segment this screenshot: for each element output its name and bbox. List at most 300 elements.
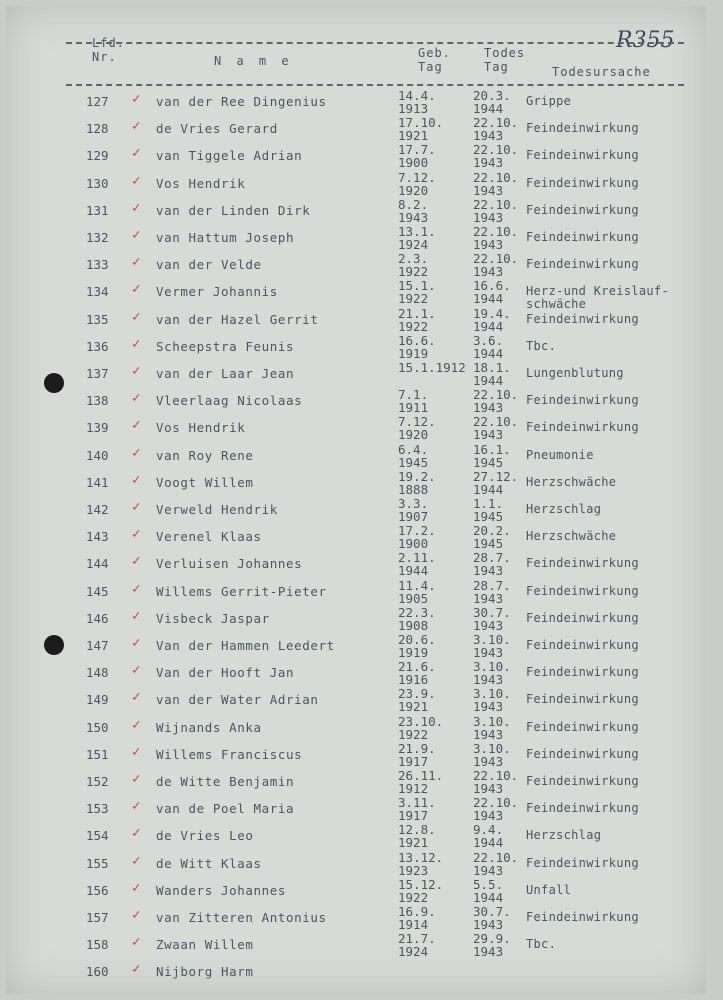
death-year: 1943	[473, 645, 504, 660]
birth-year-wrap	[398, 701, 428, 713]
cause-of-death: Feindeinwirkung	[526, 583, 639, 598]
table-row	[6, 931, 706, 964]
death-date: 22.10.	[473, 414, 519, 430]
birth-date: 14.4.	[398, 88, 436, 103]
row-number: 150	[86, 719, 109, 735]
birth-year: 1923	[398, 862, 429, 878]
death-date: 28.7.	[473, 550, 511, 566]
row-number: 138	[86, 393, 109, 409]
row-number: 151	[86, 746, 109, 762]
birth-year-wrap	[398, 753, 429, 769]
check-mark-icon: ✓	[132, 363, 141, 379]
death-date: 22.10.	[473, 387, 519, 403]
cause-of-death: Feindeinwirkung	[526, 746, 639, 761]
table-row	[6, 686, 706, 719]
row-number: 146	[86, 610, 109, 626]
birth-date: 7.1.	[398, 387, 429, 403]
cause-of-death: Feindeinwirkung	[526, 556, 639, 571]
person-name: Vleerlaag Nicolaas	[156, 393, 303, 409]
check-mark-icon: ✓	[132, 907, 141, 923]
row-number: 140	[86, 447, 109, 463]
cause-of-death: Feindeinwirkung	[526, 121, 639, 136]
person-name: Willems Franciscus	[156, 746, 303, 762]
row-number: 134	[86, 284, 109, 300]
death-date: 1.1.	[473, 496, 504, 511]
death-date: 3.6.	[473, 332, 504, 348]
death-date: 22.10.	[473, 224, 519, 239]
table-row	[6, 822, 706, 855]
death-year: 1943	[473, 726, 504, 742]
birth-year: 1917	[398, 753, 429, 769]
birth-year-wrap	[398, 402, 428, 414]
cause-of-death: Lungenblutung	[526, 366, 624, 380]
birth-date: 3.3.	[398, 496, 429, 511]
death-year: 1943	[473, 237, 504, 252]
cause-of-death: Feindeinwirkung	[526, 610, 639, 625]
check-mark-icon: ✓	[132, 417, 141, 434]
table-row	[6, 251, 706, 284]
person-name: de Vries Leo	[156, 828, 254, 844]
check-mark-icon: ✓	[132, 716, 141, 733]
row-number: 153	[86, 801, 109, 817]
row-number: 155	[86, 855, 109, 871]
cause-of-death: Feindeinwirkung	[526, 910, 639, 924]
cause-of-death-cont: schwäche	[526, 297, 587, 312]
death-date: 16.6.	[473, 278, 511, 294]
person-name: de Vries Gerard	[156, 121, 278, 137]
death-year-wrap	[473, 429, 503, 441]
death-year: 1943	[473, 264, 504, 280]
birth-date: 2.11.	[398, 550, 436, 566]
check-mark-icon: ✓	[132, 308, 141, 325]
row-number: 141	[86, 474, 109, 490]
document-page	[6, 6, 706, 994]
table-row	[6, 740, 706, 774]
table-row	[6, 523, 706, 556]
birth-year: 1922	[398, 291, 429, 307]
check-mark-icon: ✓	[132, 879, 141, 896]
header-birth-line2: Tag	[418, 60, 443, 74]
cause-of-death: Pneumonie	[526, 447, 594, 462]
death-year-wrap	[473, 919, 503, 931]
check-mark-icon: ✓	[132, 227, 141, 243]
birth-date: 6.4.	[398, 441, 429, 457]
check-mark-icon: ✓	[132, 743, 141, 760]
person-name: van Hattum Joseph	[156, 230, 295, 245]
death-date: 22.10.	[473, 768, 519, 783]
death-date: 18.1.	[473, 360, 511, 375]
person-name: van der Laar Jean	[156, 366, 295, 381]
birth-date: 17.2.	[398, 523, 436, 539]
table-row	[6, 713, 706, 747]
death-year: 1943	[473, 563, 504, 579]
cause-of-death: Feindeinwirkung	[526, 692, 639, 707]
death-year-wrap	[473, 103, 503, 115]
death-year: 1943	[473, 781, 504, 796]
person-name: van Tiggele Adrian	[156, 148, 303, 164]
death-date: 3.10.	[473, 632, 511, 647]
death-year: 1943	[473, 617, 504, 633]
check-mark-icon: ✓	[132, 91, 141, 107]
death-year: 1943	[473, 808, 504, 824]
header-birth	[418, 46, 451, 74]
person-name: Scheepstra Feunis	[156, 338, 295, 354]
table-row	[6, 115, 706, 148]
check-mark-icon: ✓	[132, 471, 141, 488]
check-mark-icon: ✓	[132, 934, 141, 951]
cause-of-death: Feindeinwirkung	[526, 801, 639, 816]
death-date: 30.7.	[473, 604, 511, 620]
birth-year: 1911	[398, 400, 429, 416]
death-date: 3.10.	[473, 740, 511, 756]
death-year: 1943	[473, 753, 504, 769]
cause-of-death: Herzschlag	[526, 828, 602, 843]
person-name: Vermer Johannis	[156, 284, 278, 300]
table-row	[6, 360, 706, 393]
table-row	[6, 795, 706, 828]
birth-year: 1922	[398, 889, 429, 905]
header-death	[484, 46, 525, 74]
birth-year: 1922	[398, 318, 429, 334]
birth-date: 11.4.	[398, 577, 436, 593]
check-mark-icon: ✓	[132, 444, 141, 461]
death-year-wrap	[473, 209, 504, 225]
check-mark-icon: ✓	[132, 580, 141, 597]
birth-date: 7.12.	[398, 169, 436, 185]
person-name: Visbeck Jaspar	[156, 610, 270, 626]
birth-date: 16.6.	[398, 332, 436, 348]
check-mark-icon: ✓	[132, 771, 141, 787]
check-mark-icon: ✓	[132, 145, 141, 162]
check-mark-icon: ✓	[132, 607, 141, 624]
death-year-wrap	[473, 511, 503, 523]
death-year-wrap	[473, 837, 503, 849]
cause-of-death: Herz-und Kreislauf-	[526, 284, 669, 299]
birth-date: 3.11.	[398, 795, 436, 811]
birth-year-wrap	[398, 889, 429, 905]
death-year: 1943	[473, 427, 504, 443]
death-date: 22.10.	[473, 251, 519, 267]
birth-year-wrap	[398, 103, 428, 115]
check-mark-icon: ✓	[132, 254, 141, 271]
header-nr	[92, 36, 125, 64]
death-date: 3.10.	[473, 686, 511, 702]
birth-year-wrap	[398, 647, 428, 659]
death-year-wrap	[473, 538, 503, 550]
table-row	[6, 768, 706, 801]
row-number: 135	[86, 311, 109, 327]
birth-year-wrap	[398, 293, 428, 305]
death-year-wrap	[473, 862, 504, 878]
table-row	[6, 577, 706, 611]
cause-of-death: Feindeinwirkung	[526, 202, 639, 217]
cause-of-death: Feindeinwirkung	[526, 257, 639, 272]
birth-year: 1920	[398, 427, 429, 443]
person-name: Nijborg Harm	[156, 964, 254, 980]
death-year: 1943	[473, 209, 504, 225]
death-year-wrap	[473, 318, 504, 334]
death-year-wrap	[473, 701, 503, 713]
death-date: 3.10.	[473, 713, 511, 729]
cause-of-death: Feindeinwirkung	[526, 774, 639, 788]
table-row	[6, 196, 706, 230]
birth-year-wrap	[398, 318, 429, 334]
birth-year: 1919	[398, 645, 429, 660]
row-number: 144	[86, 556, 109, 572]
birth-year-wrap	[398, 617, 429, 633]
birth-year: 1945	[398, 454, 429, 470]
row-number: 142	[86, 502, 109, 517]
table-row	[6, 604, 706, 638]
row-number: 147	[86, 638, 109, 653]
death-year-wrap	[473, 345, 504, 361]
death-year-wrap	[473, 481, 504, 497]
cause-of-death: Herzschwäche	[526, 529, 617, 544]
cause-of-death: Feindeinwirkung	[526, 665, 639, 680]
row-number: 136	[86, 338, 109, 354]
birth-date: 13.12.	[398, 849, 444, 865]
death-year-wrap	[473, 266, 503, 278]
table-row	[6, 659, 706, 692]
death-date: 9.4.	[473, 822, 504, 838]
birth-date: 20.6.	[398, 632, 436, 647]
row-number: 131	[86, 202, 109, 218]
header-death-line2: Tag	[484, 60, 509, 74]
birth-year: 1914	[398, 917, 429, 932]
check-mark-icon: ✓	[132, 281, 141, 298]
birth-date: 16.9.	[398, 904, 436, 919]
table-row	[6, 387, 706, 420]
person-name: Verenel Klaas	[156, 529, 262, 545]
table-row	[6, 468, 706, 502]
death-year: 1943	[473, 862, 504, 878]
person-name: de Witt Klaas	[156, 855, 262, 871]
header-death-line1: Todes	[484, 46, 526, 60]
death-year: 1943	[473, 128, 504, 144]
death-date: 27.12.	[473, 468, 519, 484]
birth-year: 1922	[398, 264, 429, 280]
birth-year-wrap	[398, 946, 428, 958]
death-date: 16.1.	[473, 441, 511, 457]
birth-year: 1944	[398, 563, 429, 579]
row-number: 127	[86, 94, 109, 109]
birth-year-wrap	[398, 345, 429, 361]
death-year: 1944	[473, 481, 504, 497]
person-name: Wanders Johannes	[156, 882, 287, 898]
person-name: Verluisen Johannes	[156, 556, 303, 572]
cause-of-death: Herzschwäche	[526, 474, 617, 489]
row-number: 149	[86, 692, 109, 708]
birth-year-wrap	[398, 919, 428, 931]
death-date: 29.9.	[473, 931, 511, 947]
death-year: 1943	[473, 155, 504, 171]
table-row	[6, 876, 706, 910]
death-date: 22.10.	[473, 196, 519, 212]
death-year-wrap	[473, 617, 504, 633]
birth-date: 21.7.	[398, 931, 436, 947]
death-year-wrap	[473, 157, 503, 169]
birth-date: 7.12.	[398, 414, 436, 430]
row-number: 128	[86, 121, 109, 137]
check-mark-icon: ✓	[132, 118, 141, 135]
table-row	[6, 904, 706, 937]
birth-year-wrap	[398, 239, 428, 251]
birth-year-wrap	[398, 674, 428, 686]
birth-year: 1900	[398, 536, 429, 552]
header-rule-bottom	[66, 84, 684, 86]
birth-date: 8.2.	[398, 196, 429, 212]
birth-year: 1920	[398, 182, 429, 198]
person-name: Vos Hendrik	[156, 175, 246, 191]
death-year: 1943	[473, 699, 504, 715]
birth-year-wrap	[398, 130, 428, 142]
death-date: 22.10.	[473, 849, 519, 865]
death-year-wrap	[473, 753, 504, 769]
person-name: de Witte Benjamin	[156, 774, 295, 789]
cause-of-death: Feindeinwirkung	[526, 638, 639, 652]
birth-year-wrap	[398, 538, 428, 550]
person-name: Willems Gerrit-Pieter	[156, 583, 327, 599]
birth-year-wrap	[398, 182, 429, 198]
table-row	[6, 441, 706, 475]
death-date: 22.10.	[473, 115, 519, 131]
death-year: 1943	[473, 590, 504, 606]
death-date: 28.7.	[473, 577, 511, 593]
person-name: Verweld Hendrik	[156, 502, 278, 517]
header-name: N a m e	[214, 54, 293, 68]
death-year: 1943	[473, 672, 504, 688]
death-year-wrap	[473, 565, 503, 577]
birth-year-wrap	[398, 565, 428, 577]
death-year-wrap	[473, 182, 504, 198]
table-row	[6, 849, 706, 883]
table-row	[6, 88, 706, 121]
person-name: Van der Hammen Leedert	[156, 638, 335, 653]
birth-date: 17.7.	[398, 142, 436, 158]
death-year-wrap	[473, 810, 503, 822]
cause-of-death: Feindeinwirkung	[526, 420, 639, 435]
birth-date: 21.6.	[398, 659, 436, 675]
person-name: van de Poel Maria	[156, 801, 295, 817]
birth-year: 1916	[398, 672, 429, 688]
check-mark-icon: ✓	[132, 662, 141, 679]
table-row	[6, 278, 706, 312]
person-name: Vos Hendrik	[156, 420, 246, 436]
birth-year-wrap	[398, 783, 428, 795]
row-number: 130	[86, 175, 109, 191]
person-name: van der Ree Dingenius	[156, 94, 327, 109]
row-number: 148	[86, 665, 109, 681]
cause-of-death: Tbc.	[526, 338, 557, 353]
row-number: 145	[86, 583, 109, 599]
death-year-wrap	[473, 590, 504, 606]
death-date: 22.10.	[473, 142, 519, 158]
death-year-wrap	[473, 402, 503, 414]
death-date: 20.3.	[473, 88, 511, 103]
birth-year: 1924	[398, 237, 429, 252]
birth-year-wrap	[398, 454, 429, 470]
birth-date: 12.8.	[398, 822, 436, 838]
person-name: van Roy Rene	[156, 447, 254, 463]
cause-of-death: Grippe	[526, 94, 572, 108]
row-number: 133	[86, 257, 109, 273]
table-row	[6, 632, 706, 665]
check-mark-icon: ✓	[132, 526, 141, 543]
birth-year: 1905	[398, 590, 429, 606]
death-year-wrap	[473, 674, 503, 686]
birth-date: 22.3.	[398, 604, 436, 620]
check-mark-icon: ✓	[132, 172, 141, 189]
birth-date: 2.3.	[398, 251, 429, 267]
birth-date: 13.1.	[398, 224, 436, 239]
birth-year-wrap	[398, 810, 428, 822]
death-year: 1944	[473, 318, 504, 334]
birth-year: 1908	[398, 617, 429, 633]
check-mark-icon: ✓	[132, 335, 141, 352]
table-row	[6, 224, 706, 257]
death-year: 1944	[473, 291, 504, 307]
table-row	[6, 142, 706, 175]
death-date: 22.10.	[473, 169, 519, 185]
death-year: 1945	[473, 536, 504, 552]
row-number: 132	[86, 230, 109, 245]
birth-year-wrap	[398, 726, 429, 742]
row-number: 157	[86, 910, 109, 925]
birth-year: 1919	[398, 345, 429, 361]
cause-of-death: Feindeinwirkung	[526, 719, 639, 734]
birth-date: 15.1.	[398, 278, 436, 294]
check-mark-icon: ✓	[132, 961, 141, 978]
death-date: 19.4.	[473, 305, 511, 321]
header-cause: Todesursache	[552, 65, 651, 79]
birth-date: 19.2.	[398, 468, 436, 484]
header-birth-line1: Geb.	[418, 46, 451, 60]
header-nr-line1: Lfd.	[92, 36, 125, 50]
person-name: van der Velde	[156, 257, 262, 273]
birth-year: 1888	[398, 481, 429, 497]
birth-year-wrap	[398, 481, 429, 497]
row-number: 156	[86, 882, 109, 898]
death-year-wrap	[473, 946, 503, 958]
birth-year: 1943	[398, 209, 429, 225]
cause-of-death: Feindeinwirkung	[526, 148, 639, 163]
cause-of-death: Feindeinwirkung	[526, 311, 639, 326]
table-row	[6, 496, 706, 529]
person-name: van der Hazel Gerrit	[156, 311, 319, 327]
row-number: 137	[86, 366, 109, 381]
birth-year: 1922	[398, 726, 429, 742]
cause-of-death: Feindeinwirkung	[526, 855, 639, 870]
header-nr-line2: Nr.	[92, 50, 117, 64]
row-number: 139	[86, 420, 109, 436]
person-name: Voogt Willem	[156, 474, 254, 490]
check-mark-icon: ✓	[132, 689, 141, 706]
person-name: van der Water Adrian	[156, 692, 319, 708]
cause-of-death: Feindeinwirkung	[526, 230, 639, 244]
birth-year: 1900	[398, 155, 429, 171]
birth-year: 1921	[398, 699, 429, 715]
birth-date: 21.1.	[398, 305, 436, 321]
person-name: Zwaan Willem	[156, 937, 254, 953]
check-mark-icon: ✓	[132, 199, 141, 216]
death-date: 5.5.	[473, 876, 504, 892]
check-mark-icon: ✓	[132, 499, 141, 515]
birth-date: 15.1.1912	[398, 360, 466, 375]
death-year: 1943	[473, 400, 504, 416]
birth-year-wrap	[398, 429, 428, 441]
birth-year-wrap	[398, 209, 429, 225]
birth-year-wrap	[398, 157, 428, 169]
